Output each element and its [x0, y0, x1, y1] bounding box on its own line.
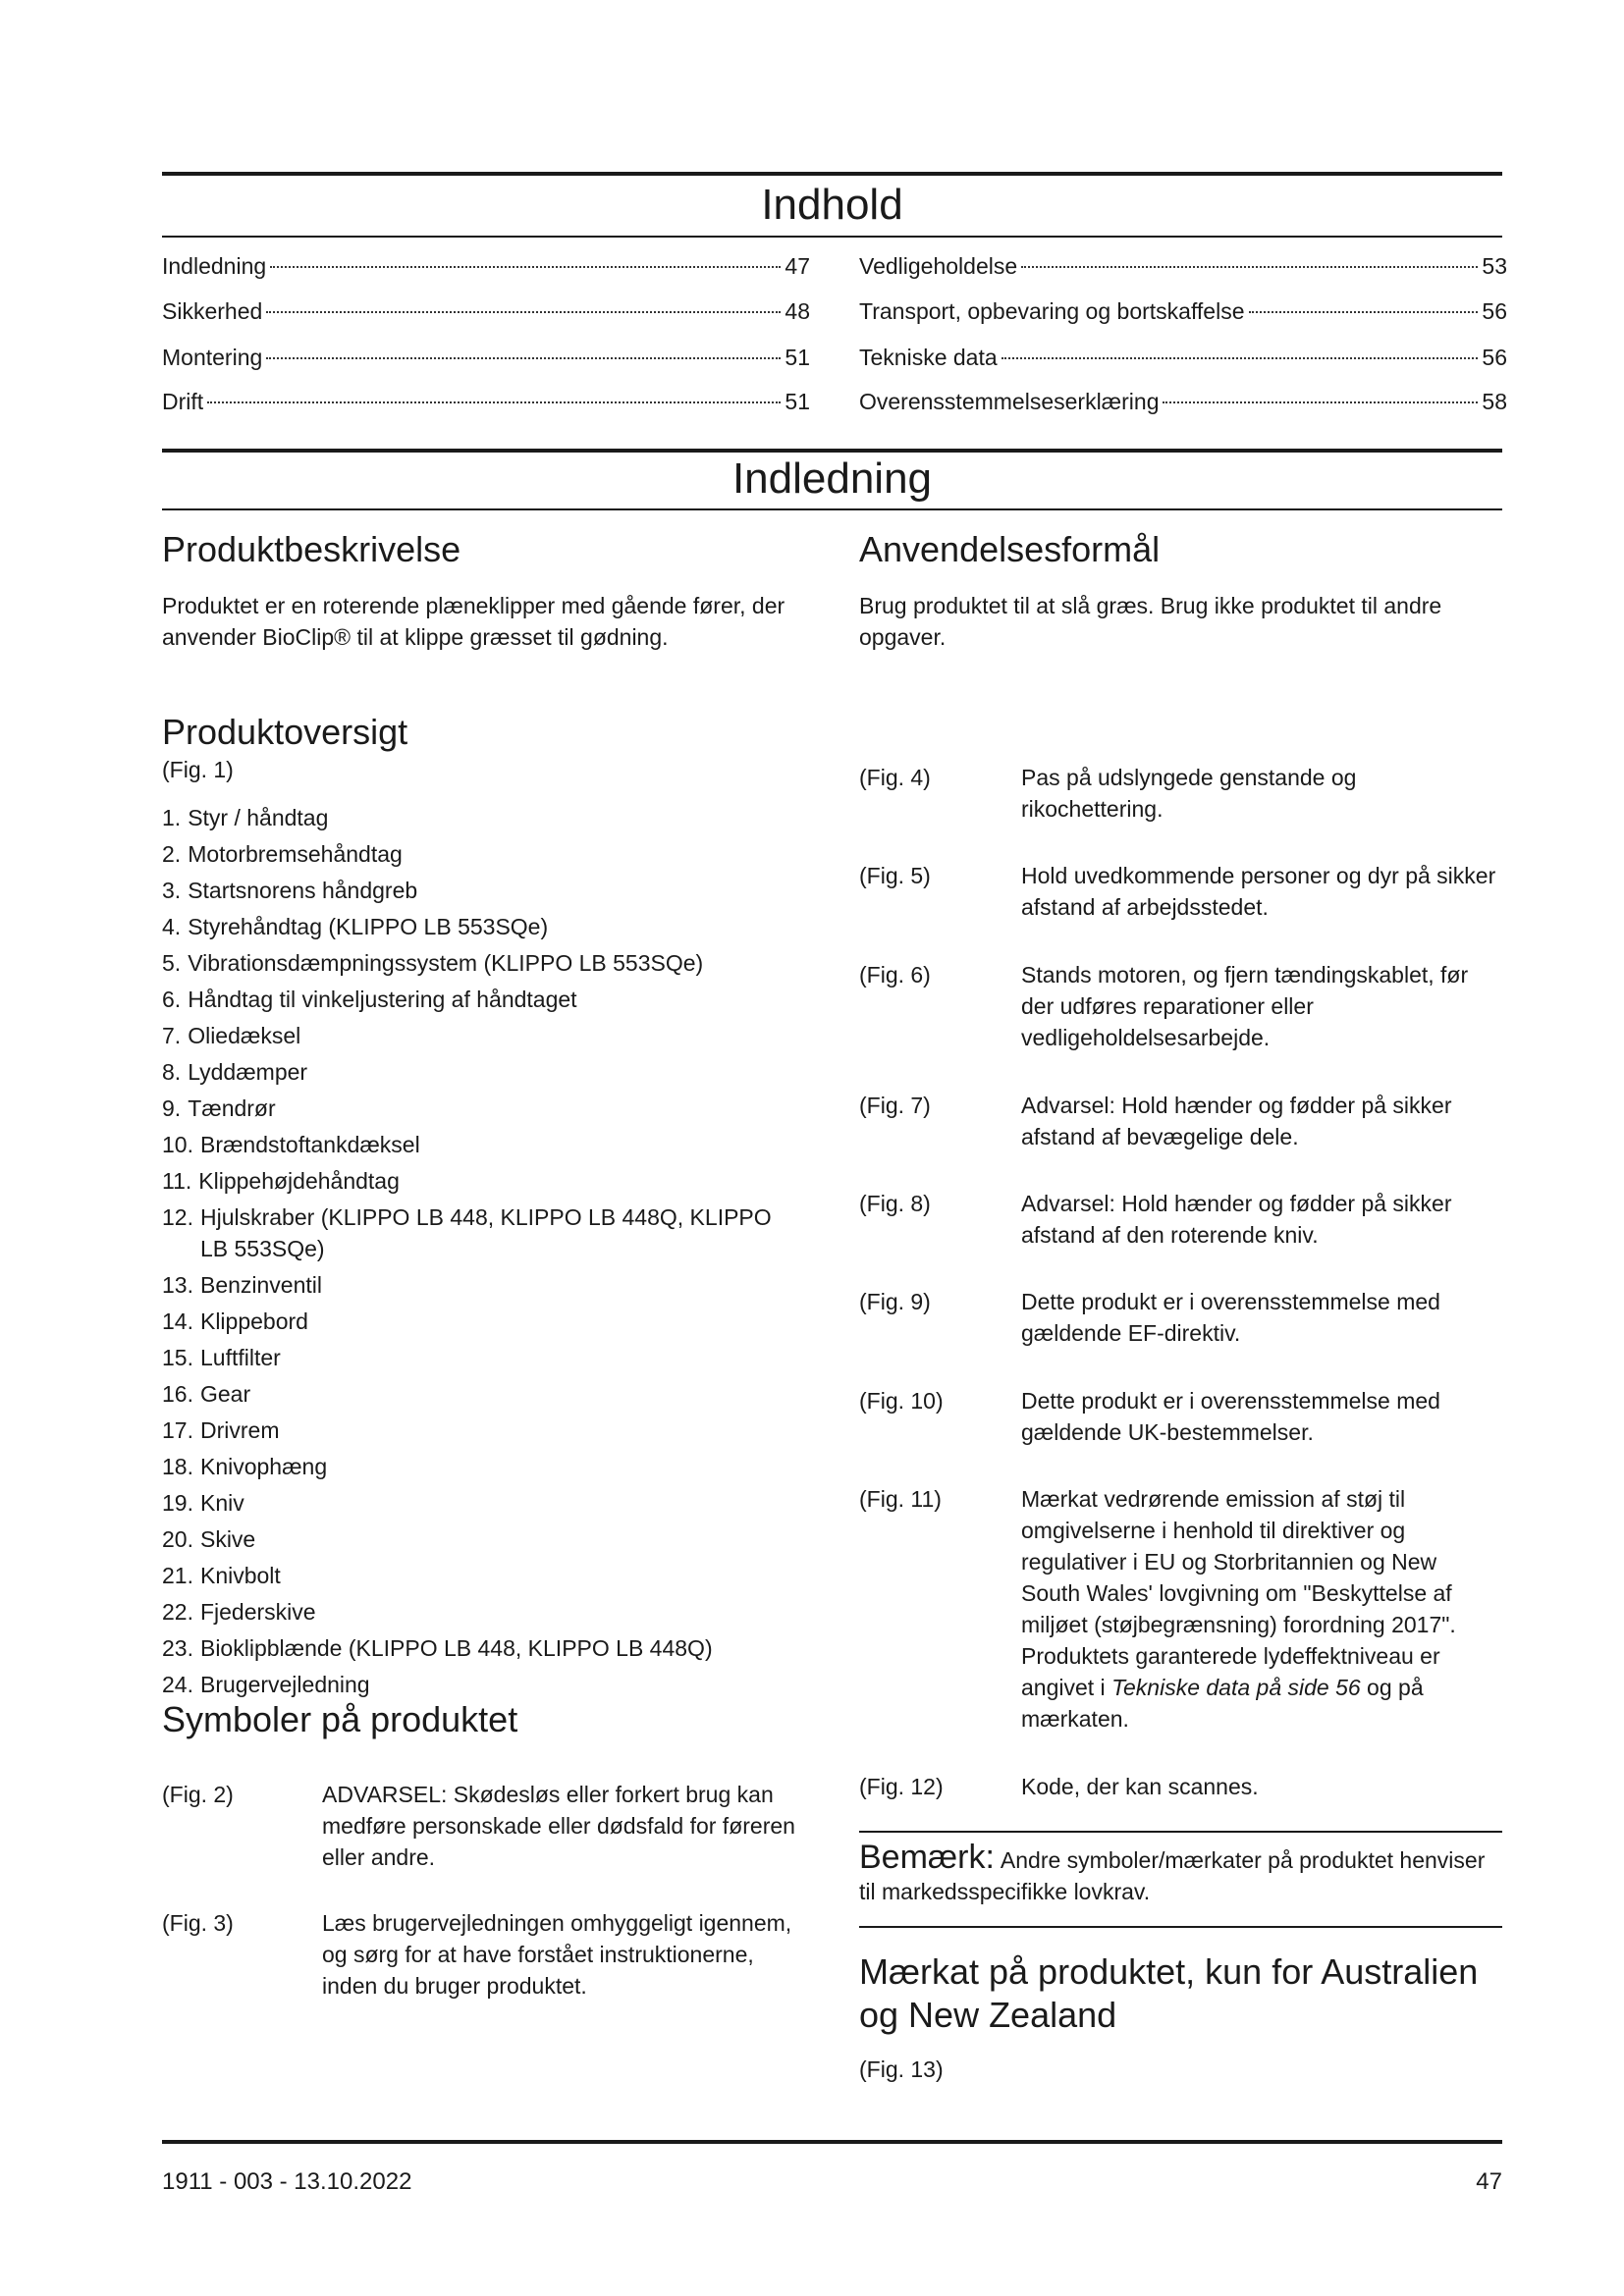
symbol-entry [859, 1090, 1502, 1149]
symbol-entry [859, 860, 1502, 920]
product-description-heading: Produktbeskrivelse [162, 529, 461, 569]
list-item-number: 5. [162, 950, 182, 976]
product-description-text: Produktet er en roterende plæneklipper med gående fører, der anvender BioClip® til at klippe græsset til gødning. [162, 593, 785, 650]
list-item [162, 947, 800, 979]
list-item [162, 911, 800, 942]
list-item-text: Knivophæng [199, 1454, 328, 1479]
symbol-entry [859, 1771, 1502, 1802]
symbol-description [1021, 1483, 1483, 1735]
list-item-number: 12. [162, 1204, 193, 1230]
list-item-number: 14. [162, 1308, 193, 1334]
symbol-entry [859, 1188, 1502, 1248]
symbol-fig-ref: (Fig. 7) [859, 1093, 931, 1118]
toc-entry-page: 47 [785, 253, 810, 279]
list-item [162, 1669, 800, 1700]
footer-doc-id: 1911 - 003 - 13.10.2022 [162, 2168, 412, 2195]
toc-entry-label: Sikkerhed [162, 298, 263, 324]
section-title: Indledning [731, 454, 933, 503]
note-bottom-rule [859, 1926, 1502, 1928]
note-box [859, 1839, 1502, 1907]
symbol-description: Kode, der kan scannes. [1021, 1774, 1259, 1799]
list-item-number: 13. [162, 1272, 193, 1298]
list-item-text: Gear [199, 1381, 251, 1407]
intended-use-text: Brug produktet til at slå græs. Brug ikke produktet til andre opgaver. [859, 593, 1442, 650]
list-item [162, 1487, 800, 1519]
toc-leader [1021, 266, 1478, 268]
toc-entry[interactable] [859, 343, 1507, 372]
symbol-description: ADVARSEL: Skødesløs eller forkert brug kan medføre personskade eller dødsfald for føreren eller andre. [322, 1782, 795, 1870]
product-overview-list [162, 802, 800, 1705]
list-item-number: 18. [162, 1454, 193, 1479]
list-item-text: Oliedæksel [188, 1023, 301, 1048]
list-item [162, 838, 800, 870]
list-item-text: Klippehøjdehåndtag [198, 1168, 400, 1194]
toc-entry-page: 53 [1482, 253, 1507, 279]
symbols-heading: Symboler på produktet [162, 1699, 518, 1739]
list-item-number: 2. [162, 841, 182, 867]
list-item [162, 1560, 800, 1591]
symbol-fig-ref: (Fig. 10) [859, 1388, 944, 1414]
list-item-text: Motorbremsehåndtag [188, 841, 403, 867]
list-item-number: 1. [162, 805, 182, 830]
section-title-rule [162, 508, 1502, 510]
symbol-description: Pas på udslyngede genstande og rikochettering. [1021, 765, 1357, 822]
footer-page-number: 47 [1476, 2168, 1502, 2195]
symbol-fig-ref: (Fig. 5) [859, 863, 931, 888]
footer-rule [162, 2140, 1502, 2144]
list-item-text: Styr / håndtag [188, 805, 329, 830]
list-item-text: Fjederskive [199, 1599, 316, 1625]
toc-entry-label: Vedligeholdelse [859, 253, 1018, 279]
list-item [162, 875, 800, 906]
toc-top-rule [162, 172, 1502, 176]
symbol-description: Advarsel: Hold hænder og fødder på sikker afstand af bevægelige dele. [1021, 1093, 1452, 1149]
toc-title: Indhold [761, 181, 903, 229]
symbol-fig-ref: (Fig. 8) [859, 1191, 931, 1216]
note-label: Bemærk: [859, 1839, 995, 1876]
list-item-number: 16. [162, 1381, 193, 1407]
list-item [162, 984, 800, 1015]
list-item-number: 7. [162, 1023, 182, 1048]
list-item [162, 1523, 800, 1555]
list-item-text: Lyddæmper [188, 1059, 308, 1085]
list-item-number: 3. [162, 878, 182, 903]
symbol-fig-ref: (Fig. 9) [859, 1289, 931, 1314]
symbol-description: Stands motoren, og fjern tændingskablet, før der udføres reparationer eller vedligeholdelsesarbejde. [1021, 962, 1469, 1050]
list-item [162, 1269, 800, 1301]
symbol-entry [859, 959, 1502, 1050]
toc-entry[interactable] [859, 296, 1507, 326]
list-item [162, 1378, 800, 1410]
symbol-fig-ref: (Fig. 11) [859, 1486, 942, 1512]
list-item-text: Håndtag til vinkeljustering af håndtaget [188, 987, 577, 1012]
toc-leader [1001, 357, 1479, 359]
list-item-text: Hjulskraber (KLIPPO LB 448, KLIPPO LB 448Q, KLIPPO LB 553SQe) [199, 1204, 772, 1261]
list-item-text: Tændrør [188, 1095, 276, 1121]
symbol-description: Dette produkt er i overensstemmelse med gældende EF-direktiv. [1021, 1289, 1440, 1346]
toc-entry[interactable] [859, 251, 1507, 281]
list-item-number: 15. [162, 1345, 193, 1370]
toc-entry[interactable] [162, 343, 810, 372]
list-item-text: Knivbolt [199, 1563, 281, 1588]
list-item [162, 1056, 800, 1088]
list-item [162, 1596, 800, 1628]
toc-leader [207, 401, 781, 403]
toc-entry-label: Indledning [162, 253, 267, 279]
list-item [162, 1165, 800, 1197]
list-item-number: 17. [162, 1417, 193, 1443]
symbol-fig-ref: (Fig. 12) [859, 1774, 944, 1799]
toc-entry[interactable] [162, 296, 810, 326]
product-overview-fig-ref: (Fig. 1) [162, 757, 234, 782]
list-item-number: 11. [162, 1168, 192, 1194]
symbol-entry [162, 1907, 800, 1999]
toc-entry-page: 51 [785, 389, 810, 414]
toc-entry-label: Transport, opbevaring og bortskaffelse [859, 298, 1245, 324]
toc-leader [270, 266, 781, 268]
list-item-number: 8. [162, 1059, 182, 1085]
symbol-description: Dette produkt er i overensstemmelse med gældende UK-bestemmelser. [1021, 1388, 1440, 1445]
list-item-number: 20. [162, 1526, 193, 1552]
list-item-number: 24. [162, 1672, 193, 1697]
list-item-text: Startsnorens håndgreb [188, 878, 418, 903]
list-item [162, 1020, 800, 1051]
toc-entry-label: Drift [162, 389, 204, 414]
intended-use-heading: Anvendelsesformål [859, 529, 1161, 569]
toc-entry-label: Montering [162, 345, 263, 370]
toc-leader [266, 311, 781, 313]
list-item-text: Brændstoftankdæksel [199, 1132, 420, 1157]
list-item [162, 1451, 800, 1482]
symbol-entry [859, 1286, 1502, 1346]
toc-title-rule [162, 236, 1502, 238]
symbol-fig-ref: (Fig. 3) [162, 1910, 234, 1936]
toc-entry-page: 51 [785, 345, 810, 370]
list-item-number: 22. [162, 1599, 193, 1625]
list-item-number: 10. [162, 1132, 193, 1157]
toc-entry-page: 48 [785, 298, 810, 324]
list-item-text: Kniv [199, 1490, 244, 1516]
list-item-text: Benzinventil [199, 1272, 323, 1298]
list-item-text: Brugervejledning [199, 1672, 370, 1697]
symbol-description: Advarsel: Hold hænder og fødder på sikker afstand af den roterende kniv. [1021, 1191, 1452, 1248]
symbol-fig-ref: (Fig. 2) [162, 1782, 234, 1807]
symbol-description-text: Mærkat vedrørende emission af støj til omgivelserne i henhold til direktiver og regulativer i EU og Storbritannien og New South Wales' lovgivning om "Beskyttelse af miljøet (støjbegrænsning) forordning 2017". Produktets garanterede lydeffektniveau er angivet i [1021, 1486, 1456, 1700]
symbol-entry [859, 762, 1502, 822]
list-item [162, 1201, 800, 1264]
list-item-number: 19. [162, 1490, 193, 1516]
list-item-number: 23. [162, 1635, 193, 1661]
list-item-number: 21. [162, 1563, 193, 1588]
toc-entry-label: Tekniske data [859, 345, 998, 370]
list-item [162, 1342, 800, 1373]
list-item-text: Drivrem [199, 1417, 280, 1443]
list-item [162, 1129, 800, 1160]
toc-leader [1163, 401, 1478, 403]
toc-entry-page: 56 [1482, 345, 1507, 370]
list-item-text: Klippebord [199, 1308, 308, 1334]
list-item [162, 1632, 800, 1664]
toc-entry[interactable] [859, 387, 1507, 416]
toc-entry-page: 58 [1482, 389, 1507, 414]
list-item-text: Skive [199, 1526, 256, 1552]
toc-entry-label: Overensstemmelseserklæring [859, 389, 1160, 414]
toc-leader [1249, 311, 1479, 313]
list-item-text: Luftfilter [199, 1345, 281, 1370]
toc-entry[interactable] [162, 251, 810, 281]
list-item [162, 1415, 800, 1446]
list-item-number: 6. [162, 987, 182, 1012]
section-top-rule [162, 449, 1502, 453]
tekniske-data-link[interactable]: Tekniske data på side 56 [1111, 1675, 1361, 1700]
toc-entry[interactable] [162, 387, 810, 416]
symbol-entry [859, 1385, 1502, 1445]
list-item-text: Bioklipblænde (KLIPPO LB 448, KLIPPO LB 448Q) [199, 1635, 713, 1661]
symbol-fig-ref: (Fig. 6) [859, 962, 931, 988]
symbol-description: Læs brugervejledningen omhyggeligt igennem, og sørg for at have forstået instruktionerne, inden du bruger produktet. [322, 1910, 792, 1999]
symbol-fig-ref: (Fig. 4) [859, 765, 931, 790]
list-item [162, 802, 800, 833]
list-item-text: Vibrationsdæmpningssystem (KLIPPO LB 553SQe) [188, 950, 704, 976]
toc-entry-page: 56 [1482, 298, 1507, 324]
toc-leader [266, 357, 781, 359]
note-top-rule [859, 1831, 1502, 1833]
note-text: Andre symboler/mærkater på produktet henviser til markedsspecifikke lovkrav. [859, 1847, 1486, 1904]
list-item-text: Styrehåndtag (KLIPPO LB 553SQe) [188, 914, 549, 939]
list-item [162, 1093, 800, 1124]
au-nz-label-heading: Mærkat på produktet, kun for Australien og New Zealand [859, 1951, 1479, 2035]
product-overview-heading: Produktoversigt [162, 712, 408, 752]
symbol-description: Hold uvedkommende personer og dyr på sikker afstand af arbejdsstedet. [1021, 863, 1496, 920]
symbol-entry [859, 1483, 1502, 1732]
list-item-number: 9. [162, 1095, 182, 1121]
symbol-entry [162, 1779, 800, 1870]
symbol-description-text-after: og på mærkaten. [1021, 1675, 1424, 1732]
au-nz-fig-ref: (Fig. 13) [859, 2056, 944, 2082]
list-item [162, 1306, 800, 1337]
list-item-number: 4. [162, 914, 182, 939]
